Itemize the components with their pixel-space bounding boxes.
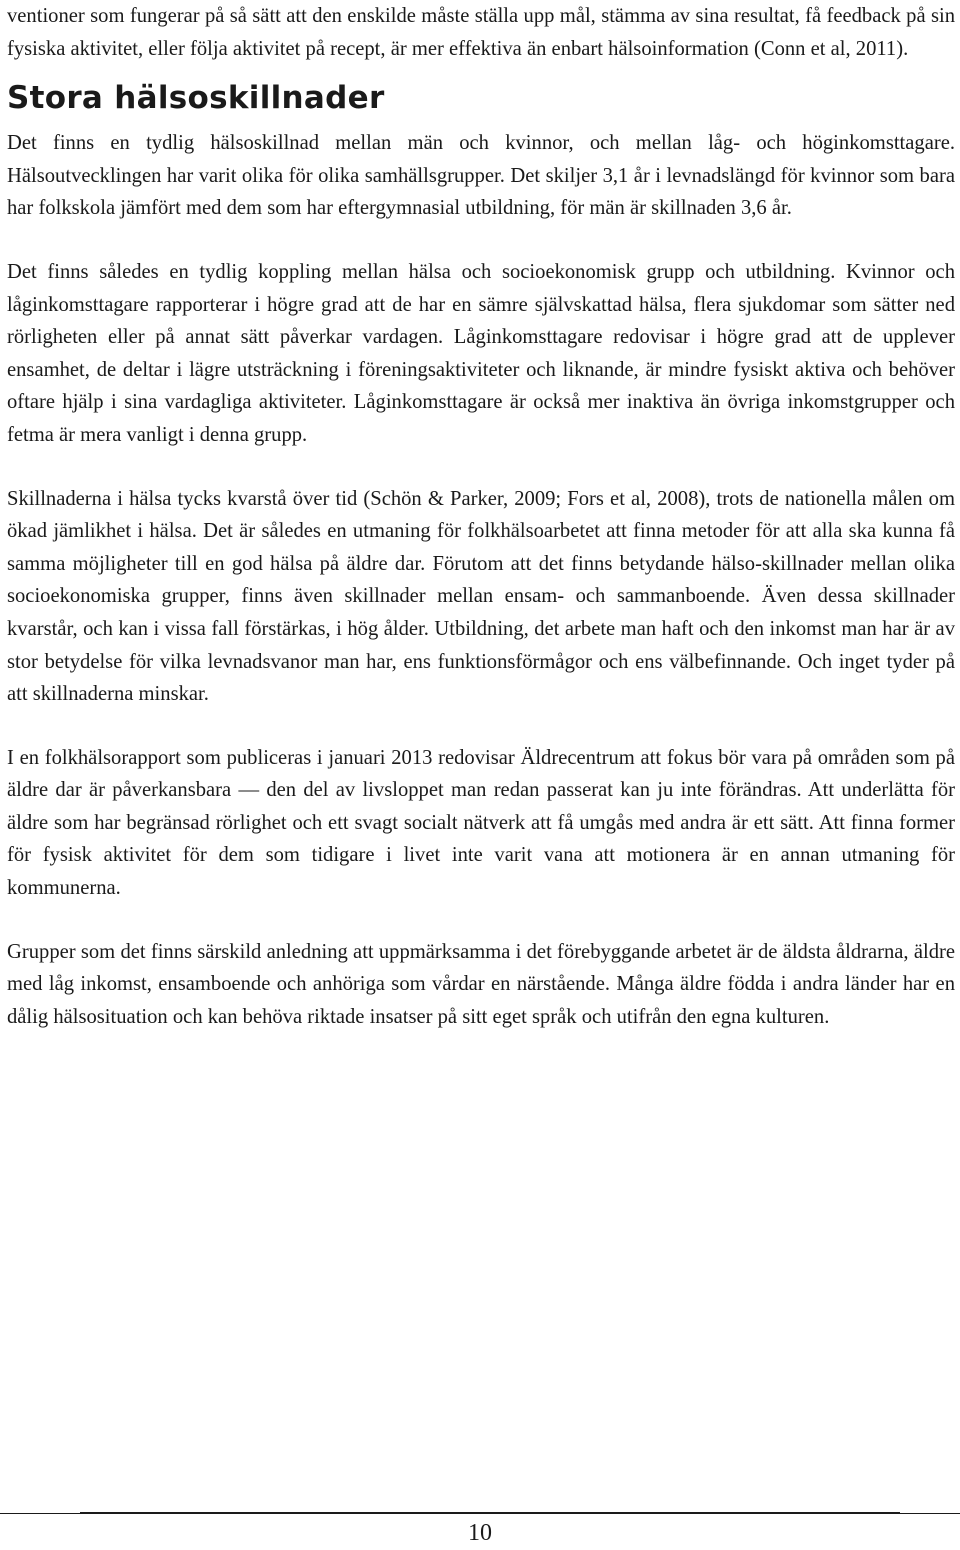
paragraph-spacer: [7, 905, 955, 936]
page-footer: [0, 1508, 960, 1550]
paragraph-spacer: [7, 452, 955, 483]
body-paragraph: I en folkhälsorapport som publiceras i januari 2013 redovisar Äldrecentrum att fokus bör vara på områden som på äldre dar är påverkansbara — den del av livsloppet man redan passerat kan ju inte förändras. Att underlätta för äldre som har begränsad rörlighet och ett svagt socialt nätverk att få umgås med andra är ett sätt. Att finna former för fysisk aktivitet för dem som tidigare i livet inte varit vana att motionera är en annan utmaning för kommunerna.: [7, 746, 955, 900]
intro-paragraph: ventioner som fungerar på så sätt att den enskilde måste ställa upp mål, stämma av sina resultat, få feedback på sin fysiska aktivitet, eller följa aktivitet på recept, är mer effektiva än enbart hälsoinformation (Conn et al, 2011).: [7, 5, 955, 60]
footer-divider-accent: [80, 1512, 900, 1514]
page-number: 10: [468, 1520, 492, 1546]
body-paragraph: Det finns en tydlig hälsoskillnad mellan män och kvinnor, och mellan låg- och höginkomsttagare. Hälsoutvecklingen har varit olika för olika samhällsgrupper. Det skiljer 3,1 år i levnadslängd för kvinnor som bara har folkskola jämfört med dem som har eftergymnasial utbildning, för män är skillnaden 3,6 år.: [7, 132, 955, 220]
paragraph-spacer: [7, 711, 955, 742]
body-paragraph: Det finns således en tydlig koppling mellan hälsa och socioekonomisk grupp och utbildning. Kvinnor och låginkomsttagare rapporterar i högre grad att de har en sämre självskattad hälsa, flera sjukdomar som sätter ned rörligheten eller på annat sätt påverkar vardagen. Låginkomsttagare redovisar i högre grad att de upplever ensamhet, de deltar i lägre utsträckning i föreningsaktiviteter och liknande, är mindre fysiskt aktiva och behöver oftare hjälp i sina vardagliga aktiviteter. Låginkomsttagare är också mer inaktiva än övriga inkomstgrupper och fetma är mera vanligt i denna grupp.: [7, 260, 955, 446]
document-page: [7, 0, 955, 1033]
section-heading: Stora hälsoskillnader: [7, 80, 385, 117]
paragraph-spacer: [7, 225, 955, 256]
body-paragraph: Grupper som det finns särskild anledning att uppmärksamma i det förebyggande arbetet är de äldsta åldrarna, äldre med låg inkomst, ensamboende och anhöriga som vårdar en närstående. Många äldre födda i andra länder har en dålig hälsosituation och kan behöva riktade insatser på sitt eget språk och utifrån den egna kulturen.: [7, 940, 955, 1028]
body-paragraph: Skillnaderna i hälsa tycks kvarstå över tid (Schön & Parker, 2009; Fors et al, 2008), trots de nationella målen om ökad jämlikhet i hälsa. Det är således en utmaning för folkhälsoarbetet att finna metoder för att alla ska kunna få samma möjligheter till en god hälsa på äldre dar. Förutom att det finns betydande hälso-skillnader mellan olika socioekonomiska grupper, finns även skillnader mellan ensam- och sammanboende. Även dessa skillnader kvarstår, och kan i vissa fall förstärkas, i hög ålder. Utbildning, det arbete man haft och den inkomst man har är av stor betydelse för vilka levnadsvanor man har, ens funktionsförmågor och ens välbefinnande. Och inget tyder på att skillnaderna minskar.: [7, 487, 955, 706]
